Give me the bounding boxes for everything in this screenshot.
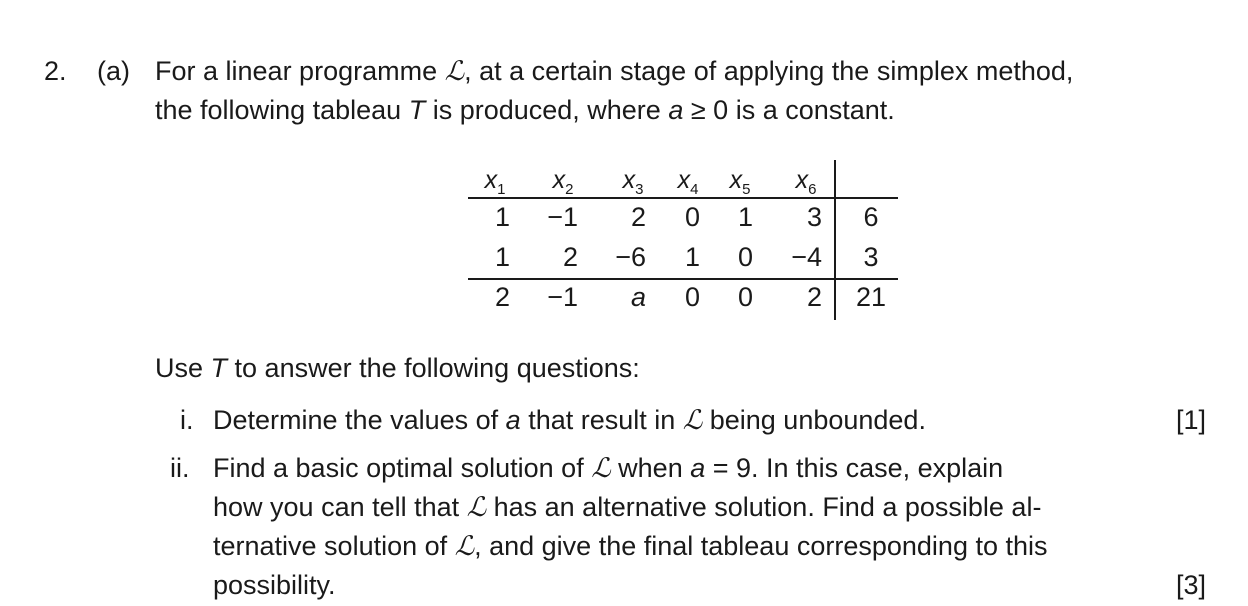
question-part-label: (a) bbox=[97, 56, 130, 86]
cell-r1-c1: 1 bbox=[494, 202, 510, 232]
cell-r1-c4: 0 bbox=[684, 202, 700, 232]
intro-text: the following tableau bbox=[155, 95, 409, 125]
cell-r1-c2: −1 bbox=[547, 202, 578, 232]
symbol-L: ℒ bbox=[466, 492, 487, 523]
intro-text: For a linear programme bbox=[155, 56, 445, 86]
rhs-r2: 3 bbox=[863, 242, 879, 272]
cell-r2-c3: −6 bbox=[615, 242, 646, 272]
subq-text: has an alternative solution. Find a possible al- bbox=[486, 492, 1042, 522]
use-text: Use bbox=[155, 353, 211, 383]
subquestion-ii-marks: [3] bbox=[1175, 570, 1206, 600]
header-x5: $x_5$ bbox=[729, 166, 751, 198]
cell-r2-c4: 1 bbox=[684, 242, 700, 272]
subq-text: = 9. In this case, explain bbox=[705, 453, 1004, 483]
subq-text: being unbounded. bbox=[702, 405, 926, 435]
cell-r2-c5: 0 bbox=[737, 242, 753, 272]
symbol-L: ℒ bbox=[591, 453, 611, 484]
cell-r2-c1: 1 bbox=[494, 242, 510, 272]
rhs-r1: 6 bbox=[863, 202, 879, 232]
cell-r2-c6: −4 bbox=[791, 242, 822, 272]
question-number: 2. bbox=[44, 56, 67, 86]
subquestion-i-marks: [1] bbox=[1175, 405, 1206, 435]
subq-text: that result in bbox=[520, 405, 683, 435]
cell-r2-c2: 2 bbox=[562, 242, 578, 272]
header-x2: $x_2$ bbox=[552, 166, 574, 198]
intro-text: is produced, where bbox=[425, 95, 669, 125]
cell-r3-c3: a bbox=[630, 282, 646, 312]
cell-r1-c3: 2 bbox=[630, 202, 646, 232]
intro-text: ≥ 0 is a constant. bbox=[683, 95, 895, 125]
subq-text: , and give the final tableau corresponding to this bbox=[474, 531, 1048, 561]
header-x4: $x_4$ bbox=[677, 166, 699, 198]
header-x6: $x_6$ bbox=[795, 166, 817, 198]
subquestion-ii-line-1 bbox=[213, 453, 1003, 484]
subquestion-ii-label: ii. bbox=[170, 453, 190, 483]
symbol-L: ℒ bbox=[682, 405, 703, 436]
subquestion-i-text bbox=[213, 405, 926, 436]
cell-r3-c1: 2 bbox=[494, 282, 510, 312]
symbol-a: a bbox=[505, 405, 521, 435]
cell-r3-c4: 0 bbox=[684, 282, 700, 312]
symbol-a: a bbox=[668, 95, 684, 125]
intro-line-1 bbox=[155, 56, 1073, 87]
subquestion-ii-line-2 bbox=[213, 492, 1041, 523]
symbol-L: ℒ bbox=[454, 531, 475, 562]
symbol-a: a bbox=[690, 453, 706, 483]
symbol-T: T bbox=[408, 95, 426, 125]
simplex-tableau bbox=[468, 160, 898, 320]
symbol-L: ℒ bbox=[444, 56, 465, 87]
subquestion-ii-line-4: possibility. bbox=[213, 570, 336, 600]
subquestion-ii-line-3 bbox=[213, 531, 1048, 562]
cell-r1-c5: 1 bbox=[737, 202, 753, 232]
intro-line-2 bbox=[155, 95, 895, 126]
rhs-divider bbox=[834, 160, 836, 320]
intro-text: , at a certain stage of applying the simplex method, bbox=[464, 56, 1074, 86]
subq-text: Find a basic optimal solution of bbox=[213, 453, 592, 483]
cell-r3-c2: −1 bbox=[547, 282, 578, 312]
subq-text: ternative solution of bbox=[213, 531, 455, 561]
rhs-r3: 21 bbox=[855, 282, 887, 312]
use-tableau-line bbox=[155, 353, 640, 384]
subq-text: Determine the values of bbox=[213, 405, 506, 435]
subquestion-i-label: i. bbox=[180, 405, 194, 435]
subq-text: how you can tell that bbox=[213, 492, 467, 522]
subq-text: when bbox=[610, 453, 691, 483]
cell-r3-c6: 2 bbox=[806, 282, 822, 312]
cell-r1-c6: 3 bbox=[806, 202, 822, 232]
cell-r3-c5: 0 bbox=[737, 282, 753, 312]
symbol-T: T bbox=[210, 353, 228, 383]
use-text: to answer the following questions: bbox=[227, 353, 640, 383]
header-x1: $x_1$ bbox=[484, 166, 506, 198]
header-x3: $x_3$ bbox=[622, 166, 644, 198]
